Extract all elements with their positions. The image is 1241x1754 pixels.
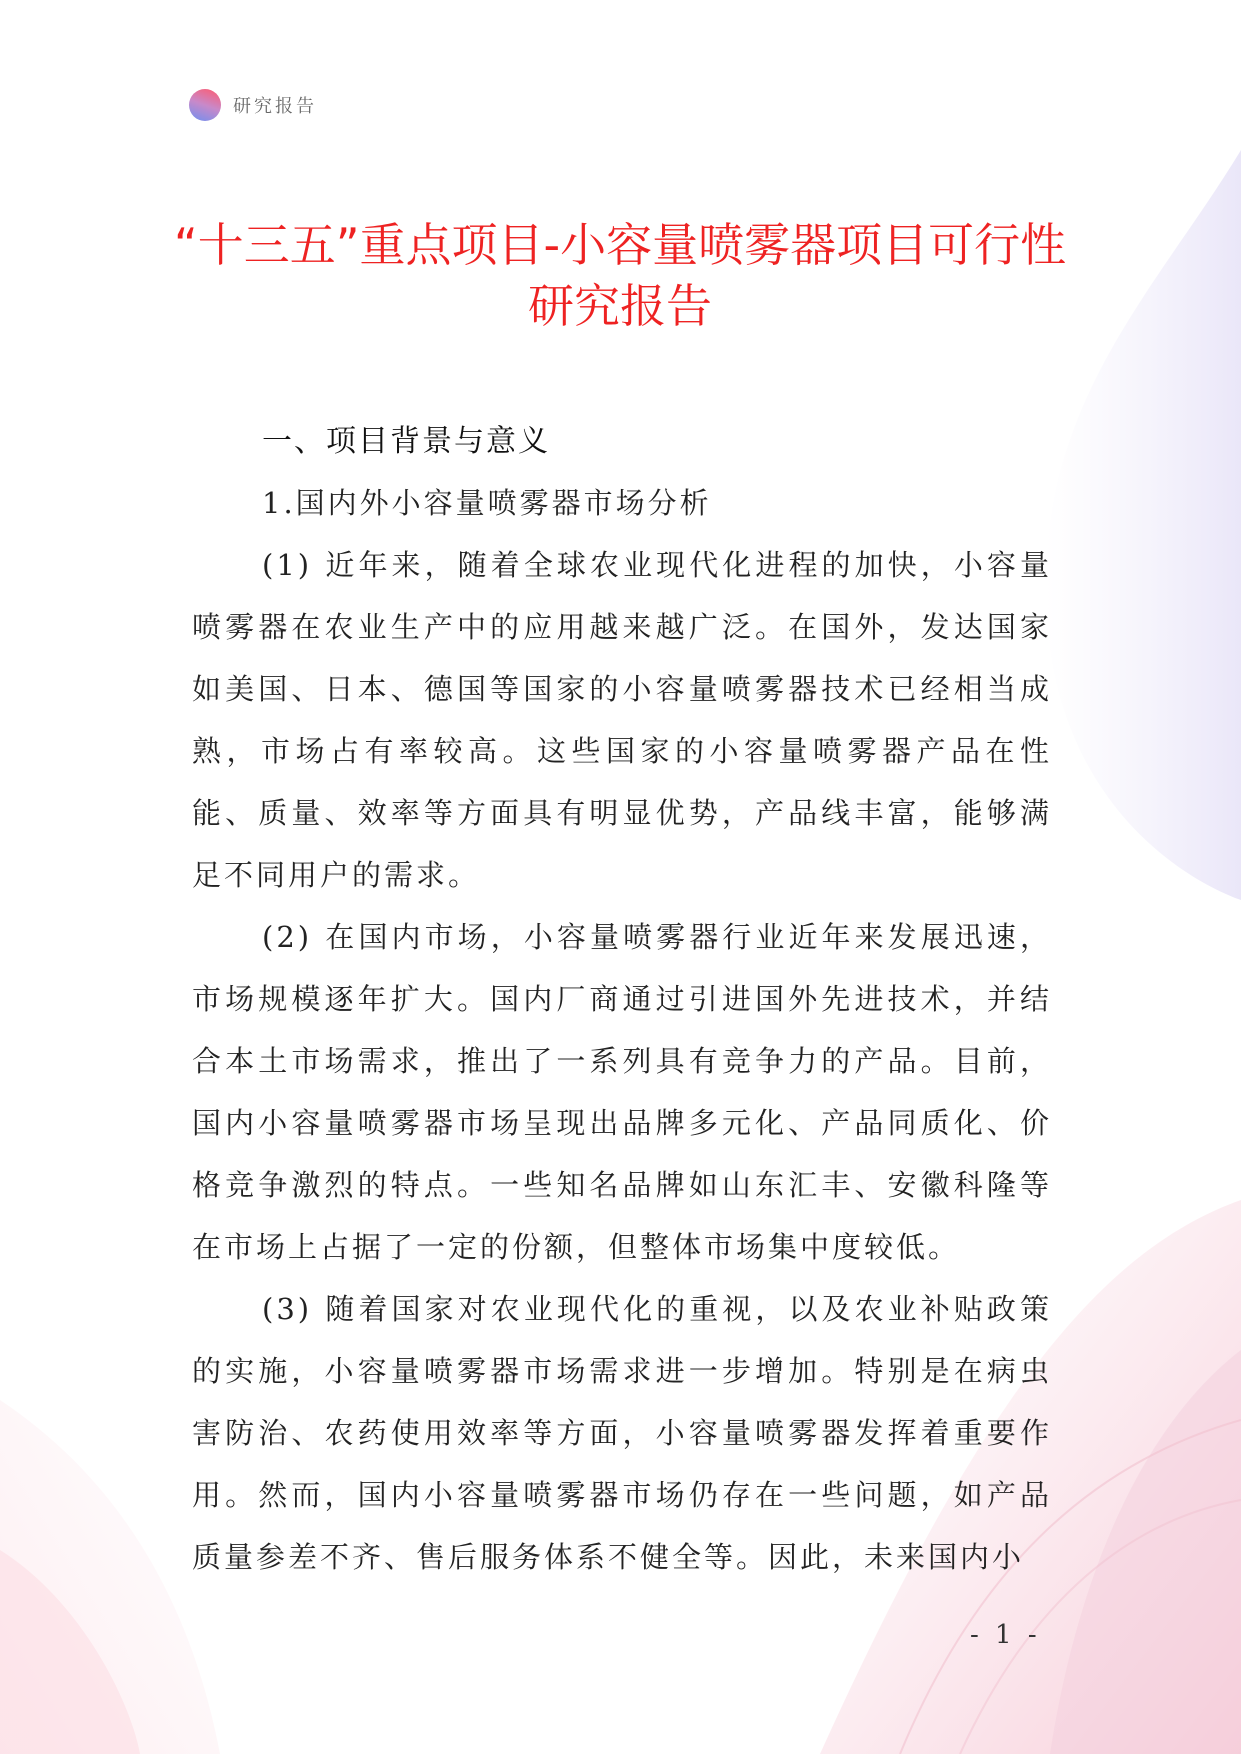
paragraph-2: (2) 在国内市场，小容量喷雾器行业近年来发展迅速，市场规模逐年扩大。国内厂商通过引进国外先进技术，并结合本土市场需求，推出了一系列具有竞争力的产品。目前，国内小容量喷雾器市场呈现出品牌多元化、产品同质化、价格竞争激烈的特点。一些知名品牌如山东汇丰、安徽科隆等在市场上占据了一定的份额，但整体市场集中度较低。 (192, 920, 1052, 1264)
paragraph-1: (1) 近年来，随着全球农业现代化进程的加快，小容量喷雾器在农业生产中的应用越来越广泛。在国外，发达国家如美国、日本、德国等国家的小容量喷雾器技术已经相当成熟，市场占有率较高。这些国家的小容量喷雾器产品在性能、质量、效率等方面具有明显优势，产品线丰富，能够满足不同用户的需求。 (192, 548, 1052, 892)
document-header (189, 88, 317, 122)
subsection-heading: 1.国内外小容量喷雾器市场分析 (262, 486, 712, 520)
document-body (192, 412, 1052, 1588)
page-number: - 1 - (970, 1620, 1041, 1650)
logo-circle-icon (189, 89, 221, 121)
header-label: 研究报告 (233, 96, 317, 117)
section-heading: 一、项目背景与意义 (262, 424, 550, 459)
document-title: “十三五”重点项目-小容量喷雾器项目可行性研究报告 (173, 218, 1067, 333)
paragraph-3: (3) 随着国家对农业现代化的重视，以及农业补贴政策的实施，小容量喷雾器市场需求进一步增加。特别是在病虫害防治、农药使用效率等方面，小容量喷雾器发挥着重要作用。然而，国内小容量喷雾器市场仍存在一些问题，如产品质量参差不齐、售后服务体系不健全等。因此，未来国内小 (192, 1292, 1052, 1574)
